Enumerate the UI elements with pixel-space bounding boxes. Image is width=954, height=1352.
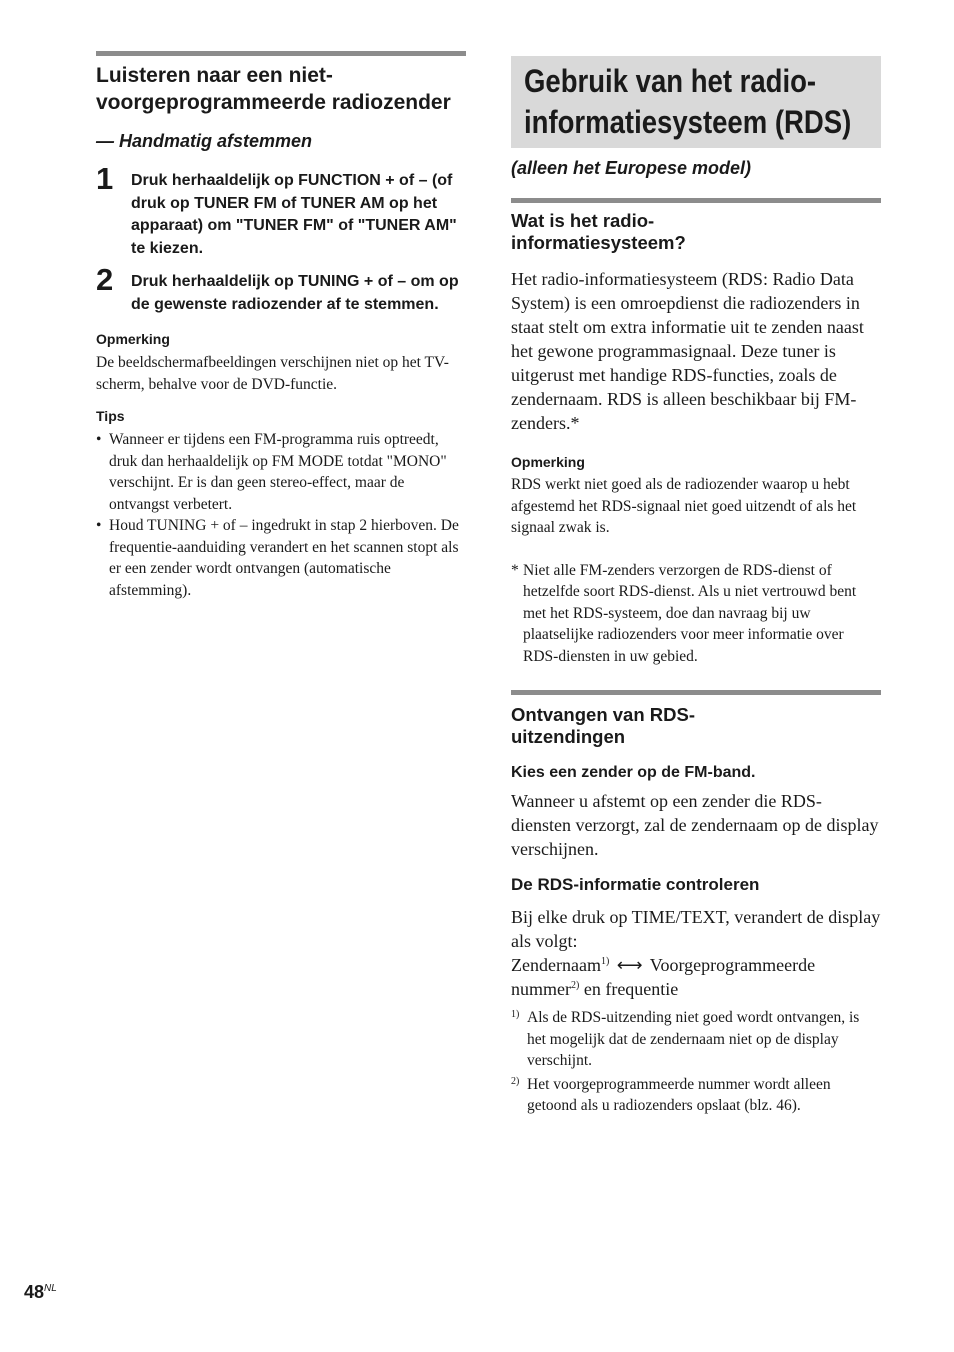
tips-title: Tips bbox=[96, 408, 125, 424]
bullet-icon: • bbox=[96, 517, 102, 534]
main-title-line-1: Gebruik van het radio- bbox=[524, 63, 817, 99]
footnote-text: Als de RDS-uitzending niet goed wordt ontvangen, is het mogelijk dat de zendernaam niet op de display verschijnt. bbox=[527, 1009, 860, 1069]
page-language: NL bbox=[44, 1283, 57, 1294]
check-title: De RDS-informatie controleren bbox=[511, 875, 760, 894]
seq-item-zendernaam: Zendernaam bbox=[511, 955, 601, 975]
main-subtitle: (alleen het Europese model) bbox=[511, 158, 752, 178]
receive-text: Wanneer u afstemt op een zender die RDS-diensten verzorgt, zal de zendernaam op de display verschijnen. bbox=[511, 791, 879, 859]
footnote-item: 1) Als de RDS-uitzending niet goed wordt ontvangen, is het mogelijk dat de zendernaam niet op de display verschijnt. bbox=[511, 1009, 860, 1069]
footnote-item: 2) Het voorgeprogrammeerde nummer wordt alleen getoond als u radiozenders opslaat (blz. 46). bbox=[511, 1075, 831, 1114]
note-text: RDS werkt niet goed als de radiozender waarop u hebt afgestemd het RDS-signaal niet goed uitzendt of als het signaal zwak is. bbox=[511, 476, 857, 536]
receive-title: Ontvangen van RDS-uitzendingen bbox=[511, 704, 695, 747]
note-title: Opmerking bbox=[511, 454, 585, 470]
footnote-ref: 2) bbox=[571, 980, 580, 991]
step-text: Druk herhaaldelijk op TUNING + of – om op de gewenste radiozender af te stemmen. bbox=[131, 273, 459, 313]
asterisk-footnote bbox=[511, 560, 881, 668]
footnote-ref: 1) bbox=[600, 956, 610, 967]
section-rule bbox=[511, 198, 881, 203]
main-title-line-2: informatiesysteem (RDS) bbox=[524, 104, 852, 140]
double-arrow-icon: ⟷ bbox=[616, 955, 643, 975]
step-2 bbox=[96, 262, 466, 316]
note-text: De beeldschermafbeeldingen verschijnen niet op het TV-scherm, behalve voor de DVD-functie. bbox=[96, 354, 449, 393]
seq-item-preset: Voorgeprogrammeerde nummer bbox=[511, 955, 816, 999]
note-title: Opmerking bbox=[96, 331, 170, 347]
step-1 bbox=[96, 161, 466, 260]
tip-item bbox=[96, 515, 466, 601]
section-rule bbox=[96, 51, 466, 56]
asterisk-mark: * bbox=[511, 561, 519, 579]
step-number: 2 bbox=[96, 262, 114, 297]
page-number bbox=[24, 1282, 57, 1303]
left-column bbox=[96, 0, 466, 601]
what-text: Het radio-informatiesysteem (RDS: Radio Data System) is een omroepdienst die radiozenders in staat stelt om extra informatie uit te zenden naast het gewone programmasignaal. Deze tuner is uitgerust met handige RDS-functies, zoals de zendernaam. RDS is alleen beschikbaar bij FM-zenders.* bbox=[511, 269, 864, 433]
receive-instruction: Kies een zender op de FM-band. bbox=[511, 764, 756, 781]
section-rule bbox=[511, 690, 881, 695]
step-number: 1 bbox=[96, 161, 114, 196]
tip-item bbox=[96, 429, 466, 515]
step-text: Druk herhaaldelijk op FUNCTION + of – (of druk op TUNER FM of TUNER AM op het apparaat) om "TUNER FM" of "TUNER AM" te kiezen. bbox=[131, 172, 457, 257]
tip-text: Wanneer er tijdens een FM-programma ruis optreedt, druk dan herhaaldelijk op FM MODE totdat "MONO" verschijnt. Er is dan geen stereo-effect, maar de ontvangst verbetert. bbox=[109, 431, 447, 513]
tip-text: Houd TUNING + of – ingedrukt in stap 2 hierboven. De frequentie-aanduiding verandert en het scannen stopt als er een zender wordt ontvangen (automatische afstemming). bbox=[109, 517, 459, 599]
page-number-value: 48 bbox=[24, 1282, 45, 1302]
check-text: Bij elke druk op TIME/TEXT, verandert de display als volgt: bbox=[511, 907, 881, 951]
bullet-icon: • bbox=[96, 431, 102, 448]
what-title: Wat is het radio-informatiesysteem? bbox=[511, 210, 686, 253]
footnote-text: Het voorgeprogrammeerde nummer wordt alleen getoond als u radiozenders opslaat (blz. 46). bbox=[527, 1075, 831, 1114]
seq-item-frequency: en frequentie bbox=[583, 979, 679, 999]
asterisk-text: Niet alle FM-zenders verzorgen de RDS-dienst of hetzelfde soort RDS-dienst. Als u niet vertrouwd bent met het RDS-systeem, doe dan navraag bij uw plaatselijke radiozenders voor meer informatie over RDS-diensten in uw gebied. bbox=[523, 561, 857, 665]
section-title: Luisteren naar een niet-voorgeprogrammeerde radiozender bbox=[96, 64, 451, 114]
main-title-banner bbox=[511, 56, 881, 148]
right-column bbox=[511, 0, 881, 1117]
section-subtitle: — Handmatig afstemmen bbox=[96, 131, 313, 151]
display-sequence bbox=[511, 953, 881, 1001]
